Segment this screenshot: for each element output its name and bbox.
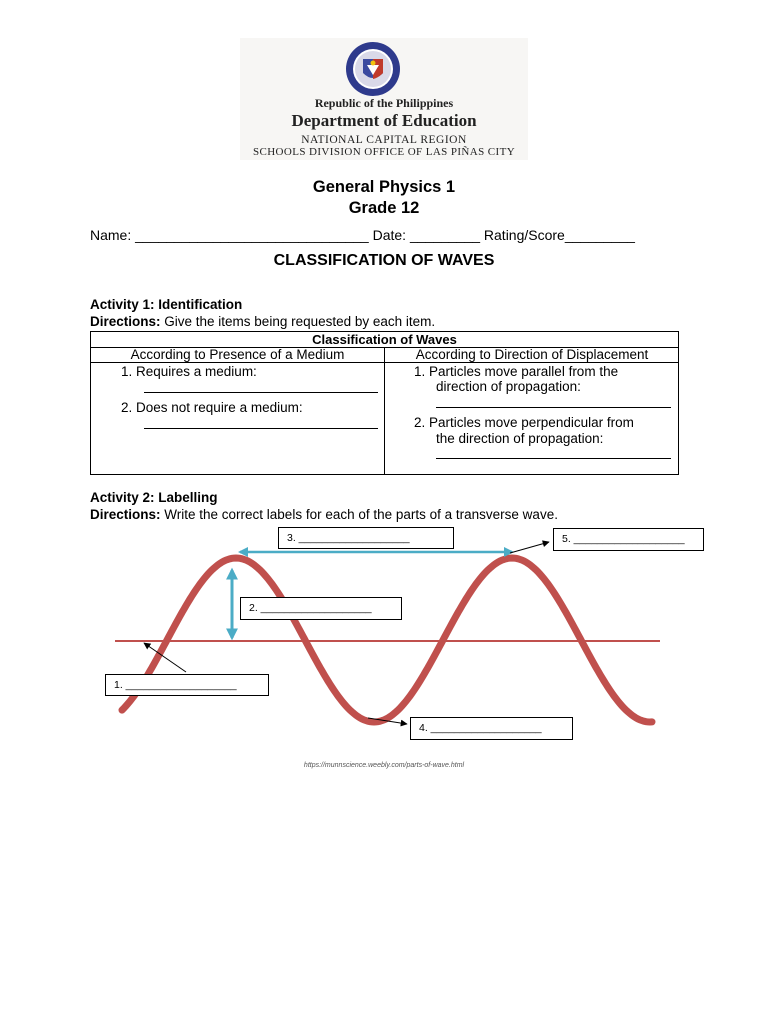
department-text: Department of Education xyxy=(291,111,477,130)
table-column-divider xyxy=(384,348,385,474)
column-header-medium: According to Presence of a Medium xyxy=(130,347,345,362)
division-text: SCHOOLS DIVISION OFFICE OF LAS PIÑAS CITY xyxy=(252,146,516,158)
column-header-displacement: According to Direction of Displacement xyxy=(415,347,649,362)
region-text: NATIONAL CAPITAL REGION xyxy=(301,134,467,146)
directions-label: Directions: xyxy=(90,314,161,329)
image-credit: https://munnscience.weebly.com/parts-of-wave.html xyxy=(303,762,465,769)
label-box-4[interactable]: 4. ___________________ xyxy=(410,717,573,740)
deped-header xyxy=(240,38,528,160)
answer-blank[interactable] xyxy=(144,392,378,393)
page-title: CLASSIFICATION OF WAVES xyxy=(273,252,495,269)
directions-text: Give the items being requested by each item. xyxy=(160,314,436,329)
transverse-wave-diagram xyxy=(0,520,768,780)
list-item: 1. Requires a medium: xyxy=(121,364,257,379)
answer-blank[interactable] xyxy=(436,458,671,459)
label-box-2[interactable]: 2. ___________________ xyxy=(240,597,402,620)
list-item: 1. Particles move parallel from the xyxy=(414,364,619,379)
classification-table xyxy=(90,331,679,475)
deped-seal-icon xyxy=(345,41,401,97)
pointer-arrow-5 xyxy=(510,542,549,553)
label-box-1[interactable]: 1. ___________________ xyxy=(105,674,269,696)
subject-heading xyxy=(0,177,768,219)
directions-label: Directions: xyxy=(90,507,161,522)
student-info-line: Name: ______________________________ Date: _________ Rating/Score_________ xyxy=(90,227,635,243)
subject-text: General Physics 1 xyxy=(312,178,456,196)
table-title: Classification of Waves xyxy=(91,332,678,348)
answer-blank[interactable] xyxy=(436,407,671,408)
list-item: 2. Particles move perpendicular from xyxy=(414,415,634,430)
list-item-continuation: direction of propagation: xyxy=(436,379,581,394)
wave-svg xyxy=(0,520,768,780)
republic-text: Republic of the Philippines xyxy=(314,96,454,110)
activity1-title: Activity 1: Identification xyxy=(90,297,243,312)
activity1-directions xyxy=(90,314,435,329)
label-box-3[interactable]: 3. ___________________ xyxy=(278,527,454,549)
activity2-title: Activity 2: Labelling xyxy=(90,490,218,505)
list-item-continuation: the direction of propagation: xyxy=(436,431,604,446)
grade-text: Grade 12 xyxy=(348,199,420,217)
list-item: 2. Does not require a medium: xyxy=(121,400,303,415)
label-box-5[interactable]: 5. ___________________ xyxy=(553,528,704,551)
answer-blank[interactable] xyxy=(144,428,378,429)
directions-text: Write the correct labels for each of the parts of a transverse wave. xyxy=(160,507,558,522)
